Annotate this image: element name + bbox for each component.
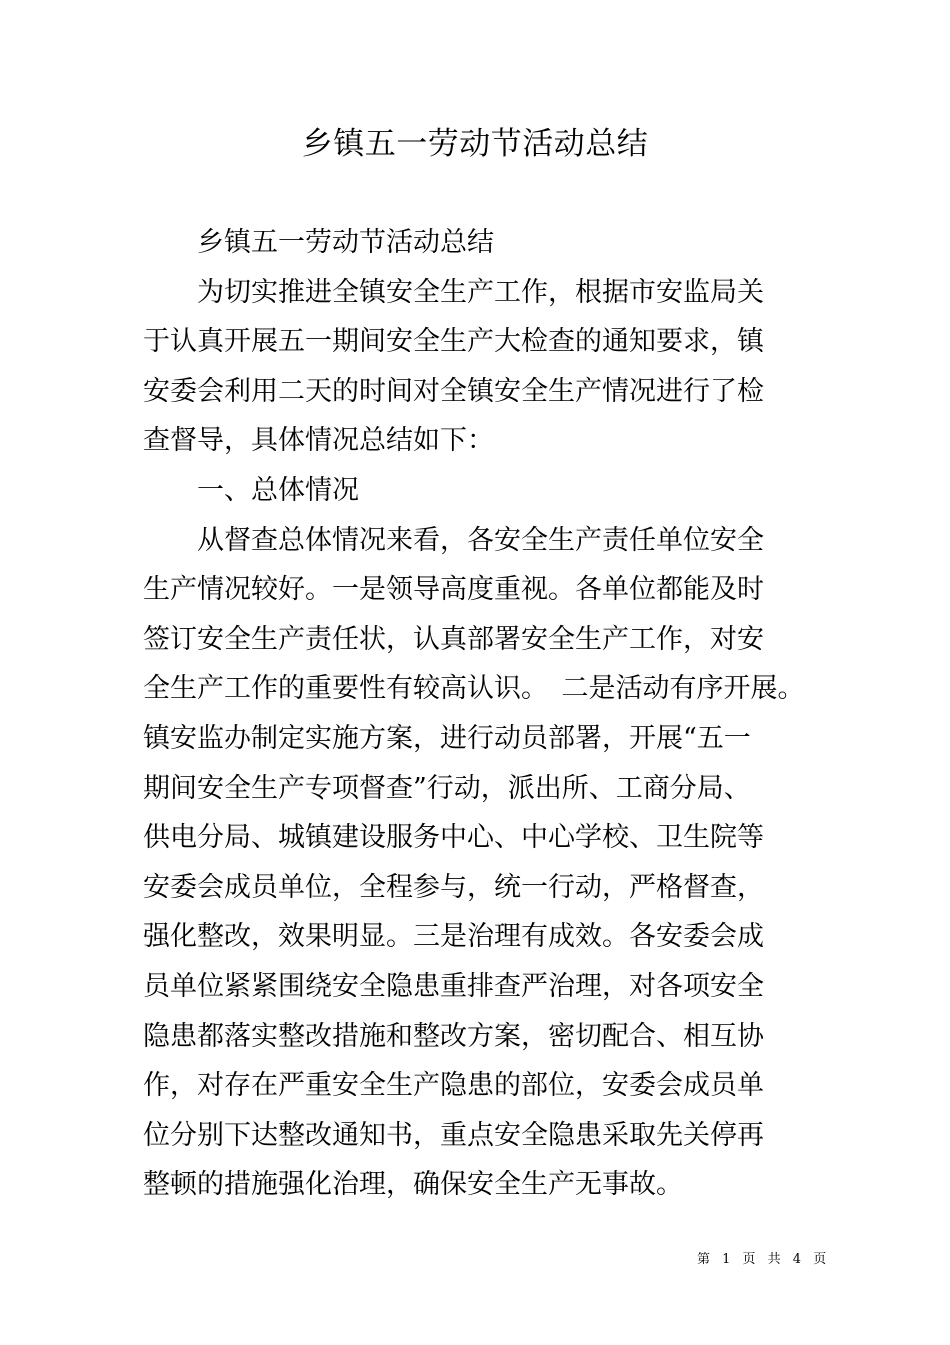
text-line: 隐患都落实整改措施和整改方案，密切配合、相互协 [143,1020,764,1052]
paragraph-intro [143,268,803,466]
text-line: 一、总体情况 [197,474,359,506]
text-line: 乡镇五一劳动节活动总结 [197,227,494,258]
section-heading [143,466,803,516]
text-line: 全生产工作的重要性有较高认识。 二是活动有序开展。 [143,673,805,705]
text-line: 查督导，具体情况总结如下： [143,425,494,457]
text-line: 安委会成员单位，全程参与，统一行动，严格督查， [143,871,764,903]
text-line: 为切实推进全镇安全生产工作，根据市安监局关 [197,276,764,308]
text-line: 镇安监办制定实施方案，进行动员部署，开展“五一 [143,722,751,754]
document-body [143,218,803,1210]
paragraph-overview [143,516,803,1210]
document-title: 乡镇五一劳动节活动总结 [301,126,649,162]
text-line: 作，对存在严重安全生产隐患的部位，安委会成员单 [143,1070,764,1102]
text-line: 从督查总体情况来看，各安全生产责任单位安全 [197,524,764,556]
text-line: 整顿的措施强化治理，确保安全生产无事故。 [143,1169,683,1201]
text-line: 员单位紧紧围绕安全隐患重排查严治理，对各项安全 [143,970,764,1002]
text-line: 生产情况较好。一是领导高度重视。各单位都能及时 [143,574,764,606]
text-line: 位分别下达整改通知书，重点安全隐患采取先关停再 [143,1119,764,1151]
text-line: 强化整改，效果明显。三是治理有成效。各安委会成 [143,921,764,953]
text-line: 期间安全生产专项督查”行动，派出所、工商分局、 [143,772,751,804]
text-line: 安委会利用二天的时间对全镇安全生产情况进行了检 [143,375,764,407]
text-line: 签订安全生产责任状，认真部署安全生产工作，对安 [143,623,764,655]
text-line: 于认真开展五一期间安全生产大检查的通知要求，镇 [143,326,764,358]
text-line: 供电分局、城镇建设服务中心、中心学校、卫生院等 [143,822,764,854]
page-number-footer: 第 1 页 共 4 页 [697,1252,831,1267]
paragraph-subtitle [143,218,803,268]
